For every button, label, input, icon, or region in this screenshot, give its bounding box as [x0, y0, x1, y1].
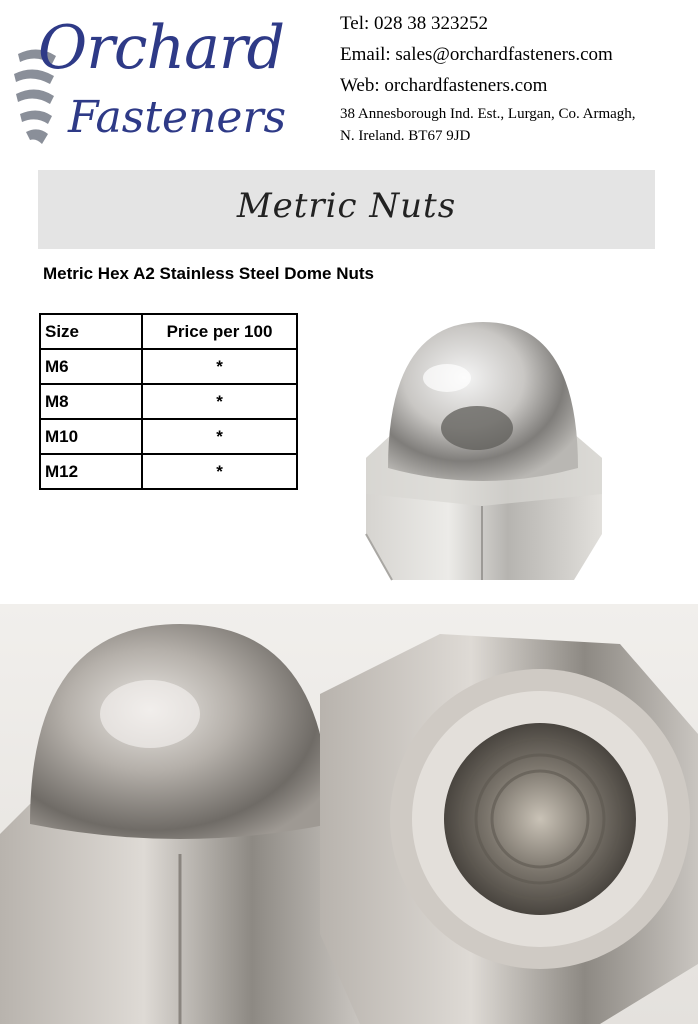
price-cell: * — [142, 419, 297, 454]
contact-address-line2: N. Ireland. BT67 9JD — [340, 128, 471, 144]
table-row — [40, 349, 297, 384]
section-title: Metric Nuts — [236, 186, 457, 226]
table-row — [40, 419, 297, 454]
price-table — [39, 313, 298, 490]
table-row — [40, 384, 297, 419]
size-cell: M6 — [40, 349, 142, 384]
logo-text-orchard: Orchard — [38, 13, 284, 83]
size-cell: M10 — [40, 419, 142, 454]
section-banner — [38, 170, 655, 249]
dome-nut-photo — [352, 318, 614, 594]
size-cell: M12 — [40, 454, 142, 489]
company-logo — [8, 14, 308, 150]
header-size: Size — [40, 314, 142, 349]
product-title: Metric Hex A2 Stainless Steel Dome Nuts — [43, 264, 374, 283]
size-cell: M8 — [40, 384, 142, 419]
price-cell: * — [142, 454, 297, 489]
contact-address-line1: 38 Annesborough Ind. Est., Lurgan, Co. Armagh, — [340, 106, 636, 122]
price-cell: * — [142, 384, 297, 419]
table-row — [40, 454, 297, 489]
header-price: Price per 100 — [142, 314, 297, 349]
contact-info — [340, 10, 636, 147]
contact-email: Email: sales@orchardfasteners.com — [340, 44, 613, 65]
table-header-row — [40, 314, 297, 349]
logo-text-fasteners: Fasteners — [68, 92, 287, 143]
contact-tel: Tel: 028 38 323252 — [340, 13, 489, 34]
dome-nuts-closeup-photo — [0, 604, 698, 1024]
contact-web: Web: orchardfasteners.com — [340, 75, 548, 96]
price-cell: * — [142, 349, 297, 384]
